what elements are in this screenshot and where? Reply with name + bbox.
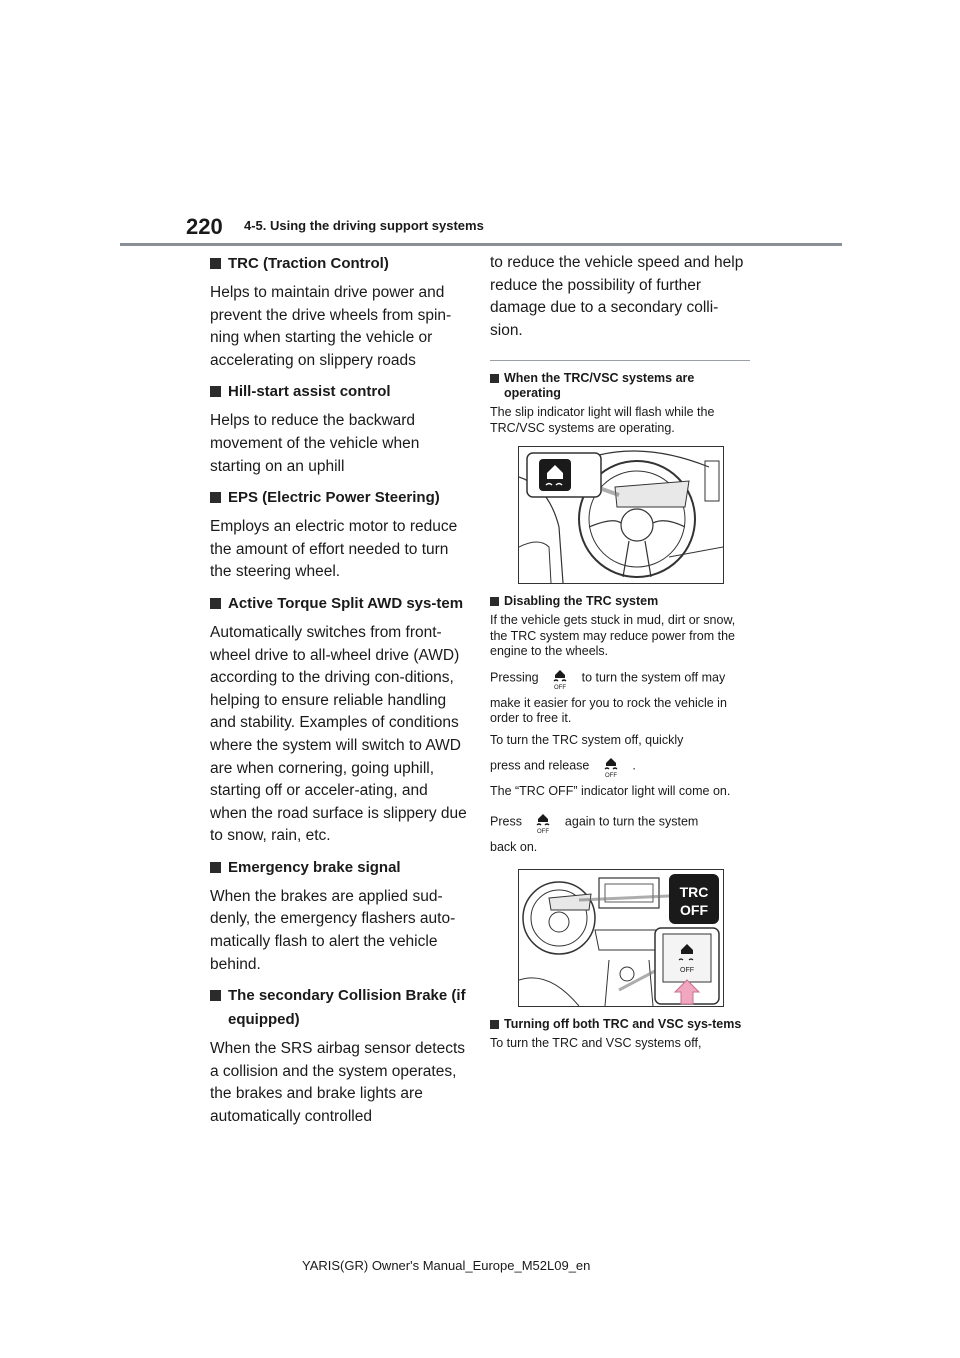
indicator-text: The “TRC OFF” indicator light will come on. — [490, 784, 731, 799]
slip-indicator-illustration — [518, 446, 724, 584]
back-on-text: back on. — [490, 839, 538, 854]
trc-off-indicator-label: OFF — [680, 902, 708, 919]
scb-text: When the SRS airbag sensor detects a collision and the system operates, the brakes and brake lights are automatically controlled — [210, 1040, 466, 1126]
left-column — [210, 252, 468, 1137]
bullet-square-icon — [210, 598, 221, 609]
eps-heading: EPS (Electric Power Steering) — [210, 486, 468, 510]
press-again-line: Press OFF again to turn the system — [490, 810, 750, 834]
trc-off-switch-icon — [599, 754, 623, 778]
switch-off-label: OFF — [680, 967, 694, 975]
trc-off-illustration — [518, 869, 724, 1007]
scb-heading: The secondary Collision Brake (if equipped) — [210, 984, 468, 1032]
section-title: 4-5. Using the driving support systems — [244, 218, 484, 233]
ebs-heading: Emergency brake signal — [210, 856, 468, 880]
bullet-square-icon — [490, 597, 499, 606]
press-release-line: press and release OFF . — [490, 754, 750, 778]
bullet-square-icon — [490, 374, 499, 383]
trc-heading: TRC (Traction Control) — [210, 252, 468, 276]
turnoff-text: To turn the TRC system off, quickly — [490, 732, 684, 747]
awd-heading: Active Torque Split AWD sys-tem — [210, 592, 468, 616]
dashboard-drawing — [519, 447, 723, 583]
bullet-square-icon — [210, 862, 221, 873]
continued-text: to reduce the vehicle speed and help reduce the possibility of further damage due to a secondary colli-sion. — [490, 254, 744, 339]
trc-off-switch-icon — [531, 810, 555, 834]
both-text: To turn the TRC and VSC systems off, — [490, 1036, 702, 1051]
awd-text: Automatically switches from front-wheel drive to all-wheel drive (AWD) according to the driving con-ditions, helping to ensure reliable handling and stability. Examples of conditions where the system will switch to AWD are when cornering, going uphill, starting off or acceler-ating, and when the road surface is slippery due to snow, rain, etc. — [210, 623, 467, 845]
eps-text: Employs an electric motor to reduce the amount of effort needed to turn the steering wheel. — [210, 518, 458, 581]
hill-text: Helps to reduce the backward movement of the vehicle when starting on an uphill — [210, 412, 420, 475]
operating-text: The slip indicator light will flash while the TRC/VSC systems are operating. — [490, 405, 715, 435]
bullet-square-icon — [210, 258, 221, 269]
both-heading: Turning off both TRC and VSC sys-tems — [490, 1017, 750, 1032]
bullet-square-icon — [210, 386, 221, 397]
svg-text:OFF: OFF — [554, 684, 567, 690]
bullet-square-icon — [210, 492, 221, 503]
disabling-text: If the vehicle gets stuck in mud, dirt or snow, the TRC system may reduce power from the engine to the wheels. — [490, 613, 736, 659]
footer-text: YARIS(GR) Owner's Manual_Europe_M52L09_en — [302, 1258, 591, 1273]
divider — [490, 360, 750, 361]
svg-text:OFF: OFF — [604, 773, 617, 779]
ebs-text: When the brakes are applied sud-denly, the emergency flashers auto-matically flash to alert the vehicle behind. — [210, 887, 456, 973]
trc-text: Helps to maintain drive power and prevent the drive wheels from spin-ning when starting the vehicle or accelerating on slippery roads — [210, 284, 452, 369]
operating-heading: When the TRC/VSC systems are operating — [490, 371, 750, 401]
pressing-cont: make it easier for you to rock the vehicle in order to free it. — [490, 695, 727, 726]
disabling-heading: Disabling the TRC system — [490, 594, 750, 609]
trc-indicator-label: TRC — [679, 884, 709, 901]
trc-off-switch-icon — [548, 666, 572, 690]
bullet-square-icon — [490, 1020, 499, 1029]
bullet-square-icon — [210, 990, 221, 1001]
svg-text:OFF: OFF — [537, 828, 550, 834]
console-drawing — [519, 870, 723, 1006]
pressing-line: Pressing OFF to turn the system off may — [490, 666, 750, 690]
header-rule — [120, 243, 842, 246]
page-number: 220 — [186, 214, 223, 239]
hill-heading: Hill-start assist control — [210, 380, 468, 404]
right-column — [490, 252, 750, 1058]
